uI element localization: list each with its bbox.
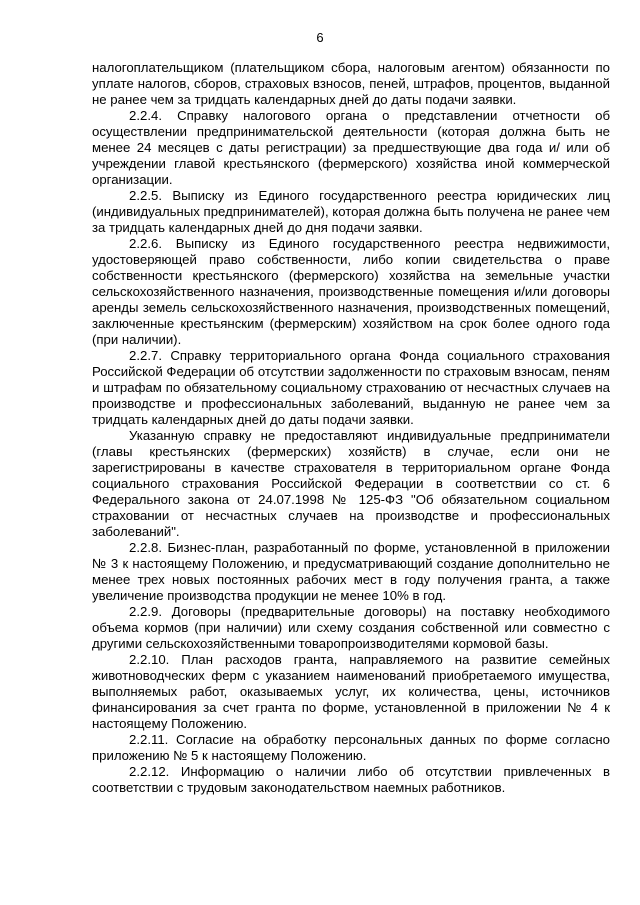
paragraph-2-2-9: 2.2.9. Договоры (предварительные договоры) на поставку необходимого объема кормов (при наличии) или схему создания собственной или совместно с другими сельскохозяйственными товаропроизводителями кормовой базы.: [92, 604, 610, 651]
paragraph-2-2-7: 2.2.7. Справку территориального органа Фонда социального страхования Российской Федерации об отсутствии задолженности по страховым взносам, пеням и штрафам по обязательному социальному страхованию от несчастных случаев на производстве и профессиональных заболеваний, выданную не ранее чем за тридцать календарных дней до даты подачи заявки.: [92, 348, 610, 427]
paragraph-2-2-7-note: Указанную справку не предоставляют индивидуальные предприниматели (главы крестьянских (фермерских) хозяйств) в случае, если они не зарегистрированы в качестве страхователя в территориальном органе Фонда социального страхования Российской Федерации в соответствии со ст. 6 Федерального закона от 24.07.1998 № 125-ФЗ "Об обязательном социальном страховании от несчастных случаев на производстве и профессиональных заболеваний".: [92, 428, 610, 539]
paragraph-2-2-5: 2.2.5. Выписку из Единого государственного реестра юридических лиц (индивидуальных предпринимателей), которая должна быть получена не ранее чем за тридцать календарных дней до дня подачи заявки.: [92, 188, 610, 235]
paragraph-continuation: налогоплательщиком (плательщиком сбора, налоговым агентом) обязанности по уплате налогов, сборов, страховых взносов, пеней, штрафов, процентов, выданной не ранее чем за тридцать календарных дней до даты подачи заявки.: [92, 60, 610, 107]
paragraph-2-2-8: 2.2.8. Бизнес-план, разработанный по форме, установленной в приложении № 3 к настоящему Положению, и предусматривающий создание дополнительно не менее трех новых постоянных рабочих мест в году получения гранта, а также увеличение производства продукции не менее 10% в год.: [92, 540, 610, 603]
paragraph-2-2-10: 2.2.10. План расходов гранта, направляемого на развитие семейных животноводческих ферм с указанием наименований приобретаемого имущества, выполняемых работ, оказываемых услуг, их количества, цены, источников финансирования за счет гранта по форме, установленной в приложении № 4 к настоящему Положению.: [92, 652, 610, 731]
paragraph-2-2-11: 2.2.11. Согласие на обработку персональных данных по форме согласно приложению № 5 к настоящему Положению.: [92, 732, 610, 763]
paragraph-2-2-6: 2.2.6. Выписку из Единого государственного реестра недвижимости, удостоверяющей право собственности, либо копии свидетельства о праве собственности крестьянского (фермерского) хозяйства на земельные участки сельскохозяйственного назначения, производственные помещения и/или договоры аренды земель сельскохозяйственного назначения, производственных помещений, заключенные крестьянским (фермерским) хозяйством на срок более одного года (при наличии).: [92, 236, 610, 347]
paragraph-2-2-4: 2.2.4. Справку налогового органа о представлении отчетности об осуществлении предпринимательской деятельности (которая должна быть не менее 24 месяцев с даты регистрации) за предшествующие два года и/ или об учреждении главой крестьянского (фермерского) хозяйства иной коммерческой организации.: [92, 108, 610, 187]
paragraph-2-2-12: 2.2.12. Информацию о наличии либо об отсутствии привлеченных в соответствии с трудовым законодательством наемных работников.: [92, 764, 610, 795]
document-body: [92, 60, 610, 796]
page-number: 6: [316, 30, 324, 45]
